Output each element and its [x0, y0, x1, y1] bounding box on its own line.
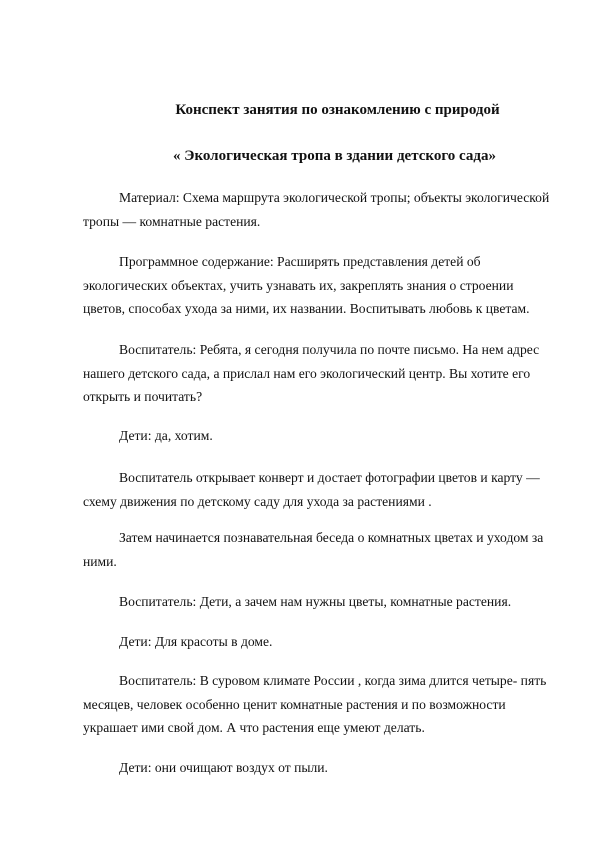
document-title: Конспект занятия по ознакомлению с природой [175, 102, 500, 118]
paragraph-conversation: Затем начинается познавательная беседа о комнатных цветах и уходом за ними. [83, 530, 544, 569]
paragraph-teacher-question: Воспитатель: Дети, а зачем нам нужны цветы, комнатные растения. [119, 594, 512, 609]
paragraph-opens-envelope: Воспитатель открывает конверт и достает фотографии цветов и карту — схему движения по детскому саду для ухода за растениями . [83, 470, 540, 509]
paragraph-children-beauty: Дети: Для красоты в доме. [119, 634, 273, 649]
document-subtitle: « Экологическая тропа в здании детского сада» [173, 148, 496, 164]
paragraph-children-reply: Дети: да, хотим. [119, 428, 213, 443]
paragraph-teacher-letter: Воспитатель: Ребята, я сегодня получила по почте письмо. На нем адрес нашего детского сада, а прислал нам его экологический центр. Вы хотите его открыть и почитать? [83, 342, 540, 404]
paragraph-material: Материал: Схема маршрута экологической тропы; объекты экологической тропы — комнатные растения. [83, 190, 550, 229]
paragraph-program-content: Программное содержание: Расширять представления детей об экологических объектах, учить узнавать их, закреплять знания о строении цветов, способах ухода за ними, их названии. Воспитывать любовь к цветам. [83, 254, 530, 316]
paragraph-children-air: Дети: они очищают воздух от пыли. [119, 760, 328, 775]
paragraph-teacher-climate: Воспитатель: В суровом климате России , когда зима длится четыре- пять месяцев, человек особенно ценит комнатные растения и по возможности украшает ими свой дом. А что растения еще умеют делать. [83, 673, 547, 735]
